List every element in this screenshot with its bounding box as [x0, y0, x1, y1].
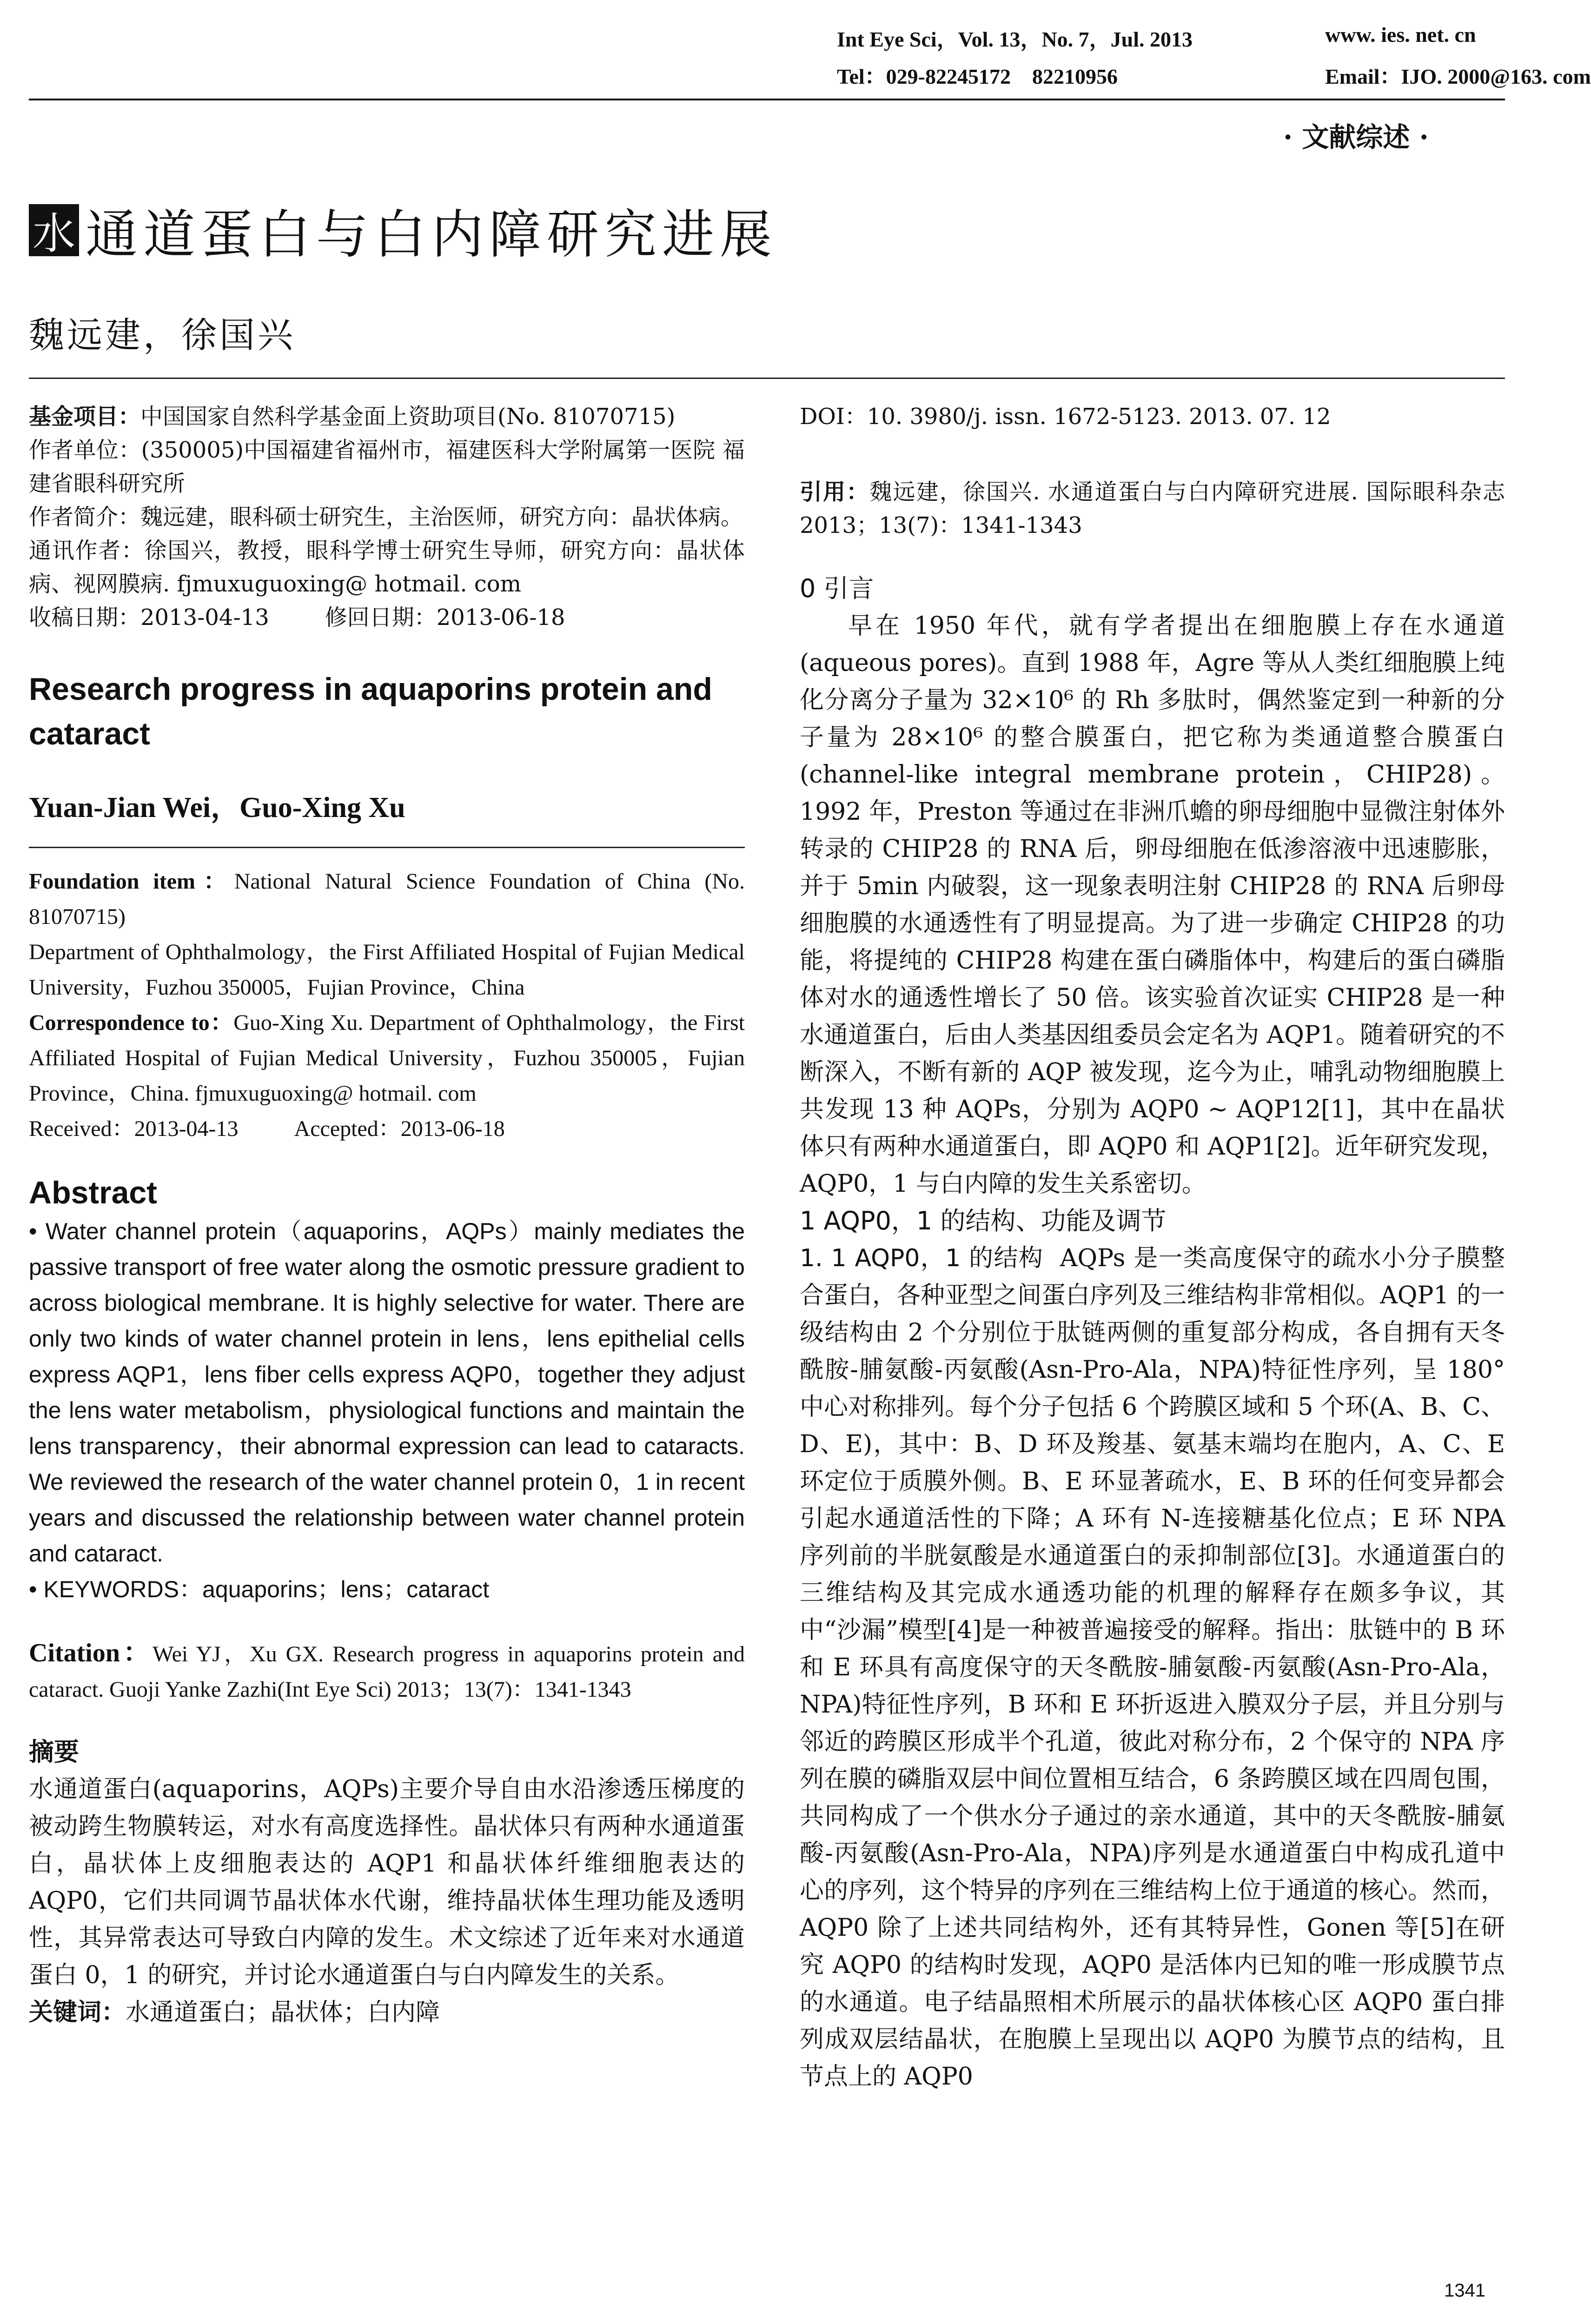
bio-text: 魏远建，眼科硕士研究生，主治医师，研究方向：晶状体病。	[140, 504, 743, 530]
accepted-en: Accepted：2013-06-18	[294, 1116, 505, 1141]
doi: DOI：10. 3980/j. issn. 1672-5123. 2013. 07. 12	[800, 404, 1331, 430]
received-en: Received：2013-04-13	[29, 1116, 239, 1141]
header-rule	[29, 99, 1505, 100]
cite-cn-label: 引用：	[800, 479, 870, 505]
intro-heading: 0 引言	[800, 574, 874, 603]
journal-citation: Int Eye Sci，Vol. 13，No. 7，Jul. 2013	[837, 27, 1193, 51]
title-text: 通道蛋白与白内障研究进展	[86, 204, 777, 265]
bio-label: 作者简介：	[29, 504, 141, 530]
foundation-item	[29, 864, 745, 935]
cn-abstract-heading: 摘要	[29, 1737, 79, 1766]
cn-keywords	[29, 1994, 745, 2031]
english-authors: Yuan-Jian Wei，Guo-Xing Xu	[29, 792, 405, 823]
english-title: Research progress in aquaporins protein and cataract	[29, 671, 712, 751]
left-column	[29, 400, 745, 2031]
dates-en	[29, 1111, 745, 1147]
section1-heading: 1 AQP0，1 的结构、功能及调节	[800, 1206, 1167, 1235]
cn-keywords-text: 水通道蛋白；晶状体；白内障	[126, 1999, 440, 2026]
intro-body: 早在 1950 年代，就有学者提出在细胞膜上存在水通道(aqueous pores)。直到 1988 年，Agre 等从人类红细胞膜上纯化分离分子量为 32×10⁶ 的 Rh 多肽时，偶然鉴定到一种新的分子量为 28×10⁶ 的整合膜蛋白，把它称为类通道整合膜蛋白(channel-like integral membrane protein，CHIP28)。1992 年，Preston 等通过在非洲爪蟾的卵母细胞中显微注射体外转录的 CHIP28 的 RNA 后，卵母细胞在低渗溶液中迅速膨胀，并于 5min 内破裂，这一现象表明注射 CHIP28 的 RNA 后卵母细胞膜的水通透性有了明显提高。为了进一步确定 CHIP28 的功能，将提纯的 CHIP28 构建在蛋白磷脂体中，构建后的蛋白磷脂体对水的通透性增长了 50 倍。该实验首次证实 CHIP28 是一种水通道蛋白，后由人类基因组委员会定名为 AQP1。随着研究的不断深入，不断有新的 AQP 被发现，迄今为止，哺乳动物细胞膜上共发现 13 种 AQPs，分别为 AQP0 ~ AQP12[1]，其中在晶状体只有两种水通道蛋白，即 AQP0 和 AQP1[2]。近年研究发现，AQP0，1 与白内障的发生关系密切。	[800, 612, 1505, 1198]
cite-cn	[800, 475, 1505, 542]
journal-header	[837, 22, 1476, 53]
correspondence	[29, 1005, 745, 1111]
foundation-cn	[29, 400, 745, 433]
corr-text: 徐国兴，教授，眼科学博士研究生导师，研究方向：晶状体病、视网膜病. fjmuxuguoxing@ hotmail. com	[29, 538, 745, 597]
unit-label: 作者单位：	[29, 437, 141, 463]
abstract-heading: Abstract	[29, 1175, 157, 1210]
dates-cn	[29, 601, 745, 634]
page-number: 1341	[1444, 2280, 1485, 2301]
citation-text: Wei YJ，Xu GX. Research progress in aquaporins protein and cataract. Guoji Yanke Zazhi(Int Eye Sci) 2013；13(7)：1341-1343	[29, 1642, 745, 1702]
journal-email: Email：IJO. 2000@163. com	[1325, 65, 1591, 88]
citation-label: Citation：	[29, 1639, 153, 1667]
received-cn: 收稿日期：2013-04-13	[29, 604, 269, 631]
article-title	[29, 200, 777, 265]
abstract-body: • Water channel protein（aquaporins，AQPs）mainly mediates the passive transport of free water along the osmotic pressure gradient to across biological membrane. It is highly selective for water. There are only two kinds of water channel protein in lens，lens epithelial cells express AQP1，lens fiber cells express AQP0，together they adjust the lens water metabolism，physiological functions and maintain the lens transparency，their abnormal expression can lead to cataracts. We reviewed the research of the water channel protein 0，1 in recent years and discussed the relationship between water channel protein and cataract.	[29, 1218, 745, 1567]
section-tag: · 文献综述 ·	[1283, 121, 1429, 153]
section1-1-heading: 1. 1 AQP0，1 的结构	[800, 1244, 1044, 1272]
keywords-en: • KEYWORDS：aquaporins；lens；cataract	[29, 1576, 490, 1602]
author-rule	[29, 847, 745, 848]
journal-contact	[837, 60, 1591, 90]
section1-1	[800, 1240, 1505, 2095]
foundation-item-label: Foundation item：	[29, 869, 234, 894]
cn-abstract-body: 水通道蛋白(aquaporins，AQPs)主要介导自由水沿渗透压梯度的被动跨生物膜转运，对水有高度选择性。晶状体只有两种水通道蛋白，晶状体上皮细胞表达的 AQP1 和晶状体纤维细胞表达的 AQP0，它们共同调节晶状体水代谢，维持晶状体生理功能及透明性，其异常表达可导致白内障的发生。术文综述了近年来对水通道蛋白 0，1 的研究，并讨论水通道蛋白与白内障发生的关系。	[29, 1775, 745, 1989]
journal-tel: Tel：029-82245172 82210956	[837, 65, 1118, 88]
corr-label: 通讯作者：	[29, 538, 145, 564]
journal-website: www. ies. net. cn	[1325, 23, 1476, 46]
citation-en	[29, 1635, 745, 1707]
unit-cn	[29, 433, 745, 500]
revised-cn: 修回日期：2013-06-18	[325, 604, 565, 631]
title-first-char: 水	[29, 204, 79, 256]
department: Department of Ophthalmology，the First Affiliated Hospital of Fujian Medical University，Fuzhou 350005，Fujian Province，China	[29, 940, 745, 1000]
foundation-text: 中国国家自然科学基金面上资助项目(No. 81070715)	[140, 404, 676, 430]
title-rule	[29, 378, 1505, 379]
foundation-label: 基金项目：	[29, 404, 141, 430]
right-column	[800, 400, 1505, 2095]
correspondence-text: Guo-Xing Xu. Department of Ophthalmology，the First Affiliated Hospital of Fujian Medical University，Fuzhou 350005，Fujian Province，China. fjmuxuguoxing@ hotmail. com	[29, 1010, 745, 1106]
foundation-item-text: National Natural Science Foundation of China (No. 81070715)	[29, 869, 745, 929]
unit-text: (350005)中国福建省福州市，福建医科大学附属第一医院 福建省眼科研究所	[29, 437, 745, 497]
cn-keywords-label: 关键词：	[29, 1999, 126, 2026]
correspondence-label: Correspondence to：	[29, 1010, 234, 1035]
cite-cn-text: 魏远建，徐国兴. 水通道蛋白与白内障研究进展. 国际眼科杂志 2013；13(7)：1341-1343	[800, 479, 1505, 538]
corr-cn	[29, 534, 745, 601]
bio-cn	[29, 500, 745, 534]
section1-1-body: AQPs 是一类高度保守的疏水小分子膜整合蛋白，各种亚型之间蛋白序列及三维结构非常相似。AQP1 的一级结构由 2 个分别位于肽链两侧的重复部分构成，各自拥有天冬酰胺-脯氨酸-丙氨酸(Asn-Pro-Ala，NPA)特征性序列，呈 180°中心对称排列。每个分子包括 6 个跨膜区域和 5 个环(A、B、C、D、E)，其中：B、D 环及羧基、氨基末端均在胞内，A、C、E 环定位于质膜外侧。B、E 环显著疏水，E、B 环的任何变异都会引起水通道活性的下降；A 环有 N-连接糖基化位点；E 环 NPA 序列前的半胱氨酸是水通道蛋白的汞抑制部位[3]。水通道蛋白的三维结构及其完成水通透功能的机理的解释存在颇多争议，其中“沙漏”模型[4]是一种被普遍接受的解释。指出：肽链中的 B 环和 E 环具有高度保守的天冬酰胺-脯氨酸-丙氨酸(Asn-Pro-Ala，NPA)特征性序列，B 环和 E 环折返进入膜双分子层，并且分别与邻近的跨膜区形成半个孔道，彼此对称分布，2 个保守的 NPA 序列在膜的磷脂双层中间位置相互结合，6 条跨膜区域在四周包围，共同构成了一个供水分子通过的亲水通道，其中的天冬酰胺-脯氨酸-丙氨酸(Asn-Pro-Ala，NPA)序列是水通道蛋白中构成孔道中心的序列，这个特异的序列在三维结构上位于通道的核心。然而，AQP0 除了上述共同结构外，还有其特异性，Gonen 等[5]在研究 AQP0 的结构时发现，AQP0 是活体内已知的唯一形成膜节点的水通道。电子结晶照相术所展示的晶状体核心区 AQP0 蛋白排列成双层结晶状，在胞膜上呈现出以 AQP0 为膜节点的结构，且节点上的 AQP0	[800, 1244, 1505, 2091]
authors-cn: 魏远建，徐国兴	[29, 314, 296, 356]
